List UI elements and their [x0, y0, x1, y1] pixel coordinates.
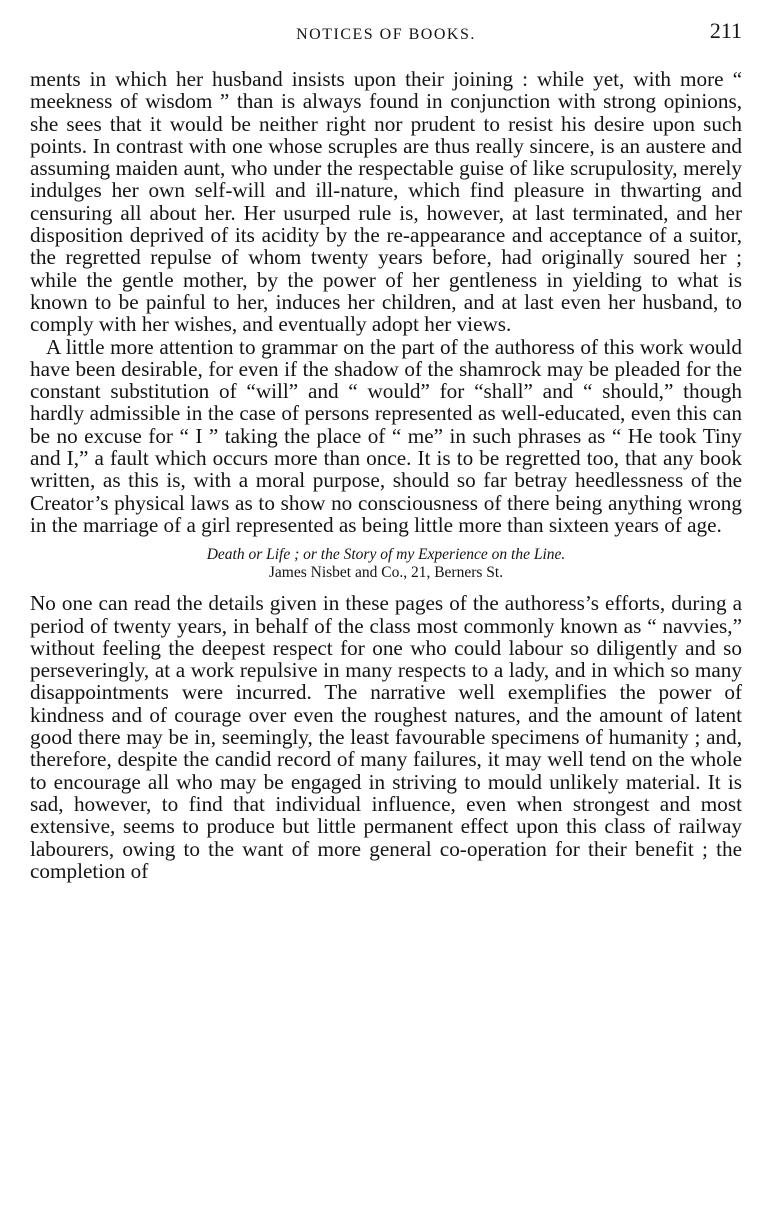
paragraph-continued-review: ments in which her husband insists upon their joining : while yet, with more “ meekness of wisdom ” than is always found in conjunction with strong opinions, she sees that it would be neither right nor prudent to resist his desire upon such points. In contrast with one whose scruples are thus really sincere, is an austere and assuming maiden aunt, who under the respectable guise of like scrupulosity, merely indulges her own self-will and ill-nature, which find pleasure in thwarting and censuring all about her. Her usurped rule is, however, at last terminated, and her disposition deprived of its acidity by the re-appearance and acceptance of a suitor, the regretted repulse of whom twenty years before, had originally soured her ; while the gentle mother, by the power of her gentleness in yielding to what is known to be painful to her, induces her children, and at last even her husband, to comply with her wishes, and eventually adopt her views.	[30, 67, 742, 337]
page-number: 211	[709, 18, 742, 43]
review-publisher: James Nisbet and Co., 21, Berners St.	[268, 564, 504, 582]
paragraph-navvies-review: No one can read the details given in these pages of the authoress’s efforts, during a period of twenty years, in behalf of the class most commonly known as “ navvies,” without feeling the deepest respect for one who could labour so diligently and so perseveringly, at a work repulsive in many respects to a lady, and in which so many disappointments were incurred. The narrative well exemplifies the power of kindness and of courage over even the roughest natures, and the amount of latent good there may be in, seemingly, the least favourable specimens of humanity ; and, therefore, despite the candid record of many failures, it may well tend on the whole to encourage all who may be engaged in striving to mould unlikely material. It is sad, however, to find that individual influence, even when strongest and most extensive, seems to produce but little permanent effect upon this class of railway labourers, owing to the want of more general co-operation for their benefit ; the completion of	[30, 591, 742, 883]
running-header	[30, 18, 742, 54]
paragraph-grammar-critique: A little more attention to grammar on the part of the authoress of this work would have been desirable, for even if the shadow of the shamrock may be pleaded for the constant substitution of “will” and “ would” for “shall” and “ should,” though hardly admissible in the case of persons represented as well-educated, even this can be no excuse for “ I ” taking the place of “ me” in such phrases as “ He took Tiny and I,” a fault which occurs more than once. It is to be regretted too, that any book written, as this is, with a moral purpose, should so far betray heedlessness of the Creator’s physical laws as to show no consciousness of there being anything wrong in the marriage of a girl represented as being little more than sixteen years of age.	[30, 334, 742, 537]
running-title: NOTICES OF BOOKS.	[296, 26, 476, 43]
review-book-title: Death or Life ; or the Story of my Experience on the Line.	[206, 546, 566, 564]
book-page	[30, 18, 742, 882]
review-heading	[30, 546, 742, 582]
